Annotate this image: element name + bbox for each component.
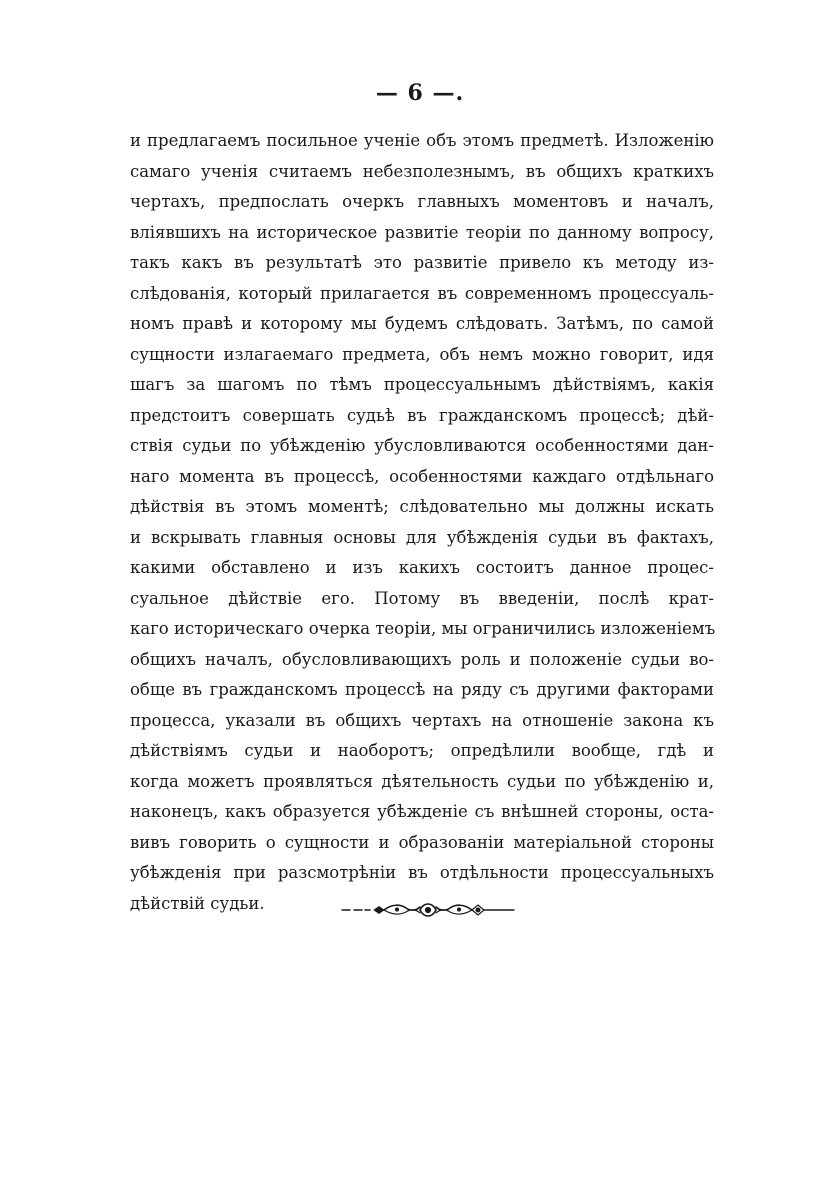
text-line: самаго ученія считаемъ небезполезнымъ, въ общихъ краткихъ xyxy=(130,161,714,181)
page-number: — 6 —. xyxy=(375,80,465,106)
text-line: общихъ началъ, обусловливающихъ роль и положеніе судьи во- xyxy=(130,649,714,669)
text-line: ствія судьи по убѣжденію убусловливаются особенностями дан- xyxy=(130,436,714,455)
text-line: вліявшихъ на историческое развитіе теоріи по данному вопросу, xyxy=(130,222,714,242)
text-line: убѣжденія при разсмотрѣніи въ отдѣльности процессуальныхъ xyxy=(130,863,714,882)
text-line: каго историческаго очерка теоріи, мы ограничились изложеніемъ xyxy=(130,619,716,638)
text-line: наго момента въ процессѣ, особенностями каждаго отдѣльнаго xyxy=(130,466,714,486)
text-line: чертахъ, предпослать очеркъ главныхъ моментовъ и началъ, xyxy=(130,192,714,211)
text-line: дѣйствіямъ судьи и наоборотъ; опредѣлили вообще, гдѣ и xyxy=(130,741,714,760)
text-line: предстоитъ совершать судьѣ въ гражданскомъ процессѣ; дѣй- xyxy=(130,405,714,425)
text-line: обще въ гражданскомъ процессѣ на ряду съ другими факторами xyxy=(130,680,714,699)
decorative-flourish-divider-icon xyxy=(340,896,516,924)
text-line: когда можетъ проявляться дѣятельность судьи по убѣжденію и, xyxy=(130,771,714,791)
text-line: такъ какъ въ результатѣ это развитіе привело къ методу из- xyxy=(130,253,714,272)
text-line: дѣйствія въ этомъ моментѣ; слѣдовательно мы должны искать xyxy=(130,497,714,516)
text-line: и предлагаемъ посильное ученіе объ этомъ предметѣ. Изложенію xyxy=(130,131,714,150)
text-line: вивъ говорить о сущности и образованіи матеріальной стороны xyxy=(130,832,714,852)
text-line: какими обставлено и изъ какихъ состоитъ данное процес- xyxy=(130,558,714,577)
text-line: процесса, указали въ общихъ чертахъ на отношеніе закона къ xyxy=(130,710,714,730)
text-line: слѣдованія, который прилагается въ современномъ процессуаль- xyxy=(130,283,714,303)
text-line: суальное дѣйствіе его. Потому въ введеніи, послѣ крат- xyxy=(130,588,714,608)
text-line: номъ правѣ и которому мы будемъ слѣдовать. Затѣмъ, по самой xyxy=(130,314,714,333)
text-line: шагъ за шагомъ по тѣмъ процессуальнымъ дѣйствіямъ, какія xyxy=(130,375,714,394)
text-line: сущности излагаемаго предмета, объ немъ можно говорит, идя xyxy=(130,344,714,364)
body-paragraph xyxy=(130,126,714,919)
text-line: и вскрывать главныя основы для убѣжденія судьи въ фактахъ, xyxy=(130,527,714,547)
text-line-last: дѣйствій судьи. xyxy=(130,893,265,913)
text-line: наконецъ, какъ образуется убѣжденіе съ внѣшней стороны, оста- xyxy=(130,802,714,821)
